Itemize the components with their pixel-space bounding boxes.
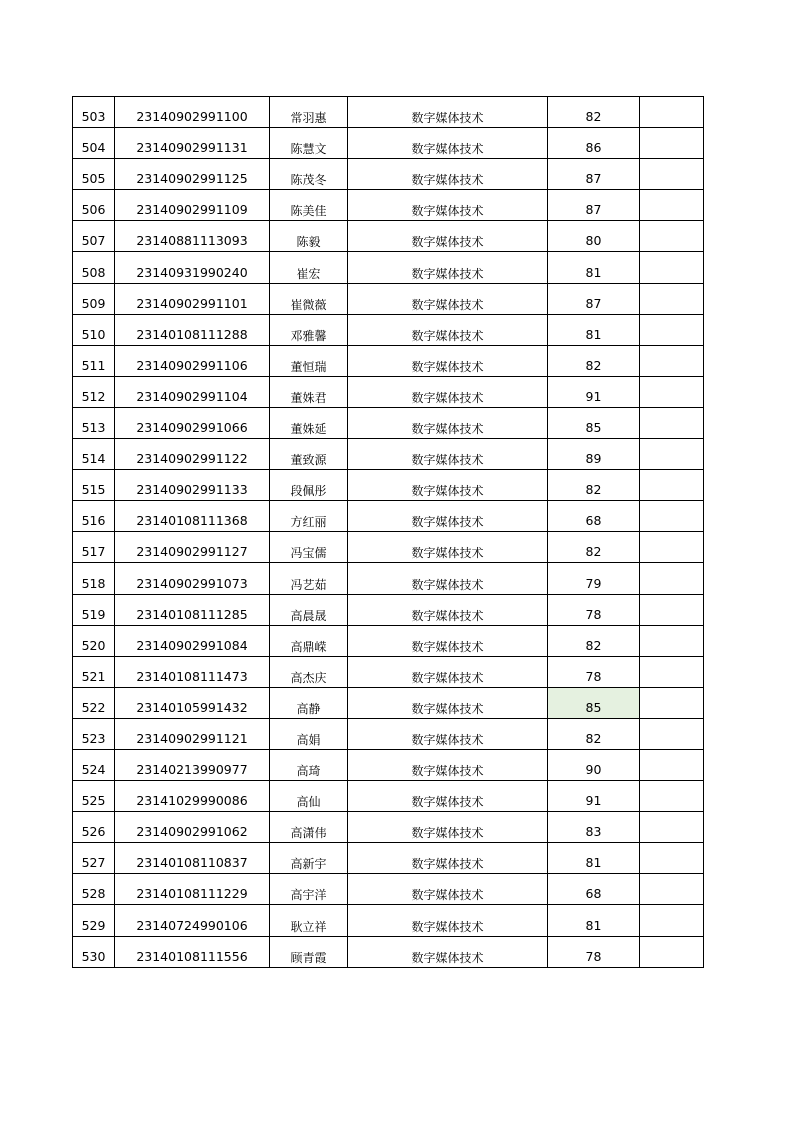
cell-major: 数字媒体技术 bbox=[348, 97, 548, 128]
cell-student-name: 常羽惠 bbox=[270, 97, 348, 128]
cell-major: 数字媒体技术 bbox=[348, 687, 548, 718]
cell-score: 82 bbox=[548, 718, 640, 749]
cell-exam-id: 23140902991131 bbox=[115, 128, 270, 159]
cell-major: 数字媒体技术 bbox=[348, 407, 548, 438]
cell-score: 82 bbox=[548, 470, 640, 501]
cell-note bbox=[640, 874, 704, 905]
table-row bbox=[73, 625, 704, 656]
cell-score: 87 bbox=[548, 159, 640, 190]
cell-student-name: 高宇洋 bbox=[270, 874, 348, 905]
cell-student-name: 顾青霞 bbox=[270, 936, 348, 967]
cell-score: 87 bbox=[548, 190, 640, 221]
cell-exam-id: 23140902991122 bbox=[115, 439, 270, 470]
cell-exam-id: 23140902991073 bbox=[115, 563, 270, 594]
cell-seq-no: 516 bbox=[73, 501, 115, 532]
cell-student-name: 耿立祥 bbox=[270, 905, 348, 936]
cell-major: 数字媒体技术 bbox=[348, 128, 548, 159]
table-row bbox=[73, 97, 704, 128]
cell-note bbox=[640, 936, 704, 967]
cell-major: 数字媒体技术 bbox=[348, 501, 548, 532]
cell-major: 数字媒体技术 bbox=[348, 656, 548, 687]
cell-seq-no: 513 bbox=[73, 407, 115, 438]
cell-exam-id: 23140902991062 bbox=[115, 812, 270, 843]
cell-seq-no: 505 bbox=[73, 159, 115, 190]
cell-student-name: 冯宝儒 bbox=[270, 532, 348, 563]
cell-major: 数字媒体技术 bbox=[348, 718, 548, 749]
cell-student-name: 陈慧文 bbox=[270, 128, 348, 159]
cell-score: 78 bbox=[548, 656, 640, 687]
cell-note bbox=[640, 407, 704, 438]
cell-seq-no: 510 bbox=[73, 314, 115, 345]
cell-note bbox=[640, 812, 704, 843]
cell-seq-no: 529 bbox=[73, 905, 115, 936]
cell-major: 数字媒体技术 bbox=[348, 159, 548, 190]
cell-seq-no: 524 bbox=[73, 749, 115, 780]
cell-seq-no: 515 bbox=[73, 470, 115, 501]
cell-student-name: 高新宇 bbox=[270, 843, 348, 874]
cell-student-name: 高潇伟 bbox=[270, 812, 348, 843]
cell-note bbox=[640, 749, 704, 780]
cell-seq-no: 525 bbox=[73, 781, 115, 812]
cell-note bbox=[640, 718, 704, 749]
cell-major: 数字媒体技术 bbox=[348, 532, 548, 563]
table-row bbox=[73, 843, 704, 874]
cell-major: 数字媒体技术 bbox=[348, 283, 548, 314]
cell-score: 82 bbox=[548, 97, 640, 128]
table-row bbox=[73, 345, 704, 376]
cell-exam-id: 23140108111285 bbox=[115, 594, 270, 625]
cell-exam-id: 23140108111368 bbox=[115, 501, 270, 532]
cell-exam-id: 23140931990240 bbox=[115, 252, 270, 283]
cell-seq-no: 520 bbox=[73, 625, 115, 656]
cell-major: 数字媒体技术 bbox=[348, 376, 548, 407]
cell-student-name: 高娟 bbox=[270, 718, 348, 749]
table-row bbox=[73, 283, 704, 314]
cell-major: 数字媒体技术 bbox=[348, 905, 548, 936]
cell-exam-id: 23140881113093 bbox=[115, 221, 270, 252]
table-row bbox=[73, 781, 704, 812]
cell-major: 数字媒体技术 bbox=[348, 345, 548, 376]
cell-note bbox=[640, 128, 704, 159]
cell-exam-id: 23140902991100 bbox=[115, 97, 270, 128]
table-row bbox=[73, 936, 704, 967]
cell-major: 数字媒体技术 bbox=[348, 314, 548, 345]
cell-seq-no: 526 bbox=[73, 812, 115, 843]
cell-score: 85 bbox=[548, 687, 640, 718]
cell-note bbox=[640, 345, 704, 376]
cell-note bbox=[640, 470, 704, 501]
cell-major: 数字媒体技术 bbox=[348, 221, 548, 252]
cell-note bbox=[640, 656, 704, 687]
cell-student-name: 陈美佳 bbox=[270, 190, 348, 221]
table-row bbox=[73, 407, 704, 438]
cell-score: 79 bbox=[548, 563, 640, 594]
cell-exam-id: 23141029990086 bbox=[115, 781, 270, 812]
table-row bbox=[73, 532, 704, 563]
cell-major: 数字媒体技术 bbox=[348, 594, 548, 625]
cell-score: 78 bbox=[548, 936, 640, 967]
table-row bbox=[73, 874, 704, 905]
table-row bbox=[73, 718, 704, 749]
cell-seq-no: 518 bbox=[73, 563, 115, 594]
cell-note bbox=[640, 283, 704, 314]
cell-student-name: 崔宏 bbox=[270, 252, 348, 283]
cell-score: 68 bbox=[548, 501, 640, 532]
cell-score: 85 bbox=[548, 407, 640, 438]
table-row bbox=[73, 159, 704, 190]
cell-exam-id: 23140902991106 bbox=[115, 345, 270, 376]
cell-seq-no: 528 bbox=[73, 874, 115, 905]
table-row bbox=[73, 376, 704, 407]
cell-score: 82 bbox=[548, 532, 640, 563]
cell-score: 80 bbox=[548, 221, 640, 252]
score-table bbox=[72, 96, 704, 968]
table-row bbox=[73, 905, 704, 936]
cell-score: 90 bbox=[548, 749, 640, 780]
cell-student-name: 董姝延 bbox=[270, 407, 348, 438]
cell-score: 87 bbox=[548, 283, 640, 314]
table-row bbox=[73, 563, 704, 594]
table-row bbox=[73, 314, 704, 345]
table-row bbox=[73, 749, 704, 780]
cell-seq-no: 507 bbox=[73, 221, 115, 252]
cell-note bbox=[640, 594, 704, 625]
cell-seq-no: 530 bbox=[73, 936, 115, 967]
cell-major: 数字媒体技术 bbox=[348, 190, 548, 221]
cell-note bbox=[640, 625, 704, 656]
cell-note bbox=[640, 439, 704, 470]
cell-exam-id: 23140213990977 bbox=[115, 749, 270, 780]
cell-exam-id: 23140108110837 bbox=[115, 843, 270, 874]
table-row bbox=[73, 687, 704, 718]
table-row bbox=[73, 190, 704, 221]
cell-student-name: 高晨晟 bbox=[270, 594, 348, 625]
cell-exam-id: 23140108111473 bbox=[115, 656, 270, 687]
cell-seq-no: 512 bbox=[73, 376, 115, 407]
cell-student-name: 邓雅馨 bbox=[270, 314, 348, 345]
table-row bbox=[73, 656, 704, 687]
cell-seq-no: 527 bbox=[73, 843, 115, 874]
table-row bbox=[73, 439, 704, 470]
cell-major: 数字媒体技术 bbox=[348, 625, 548, 656]
cell-exam-id: 23140902991127 bbox=[115, 532, 270, 563]
cell-exam-id: 23140108111288 bbox=[115, 314, 270, 345]
cell-seq-no: 511 bbox=[73, 345, 115, 376]
cell-student-name: 董致源 bbox=[270, 439, 348, 470]
cell-exam-id: 23140724990106 bbox=[115, 905, 270, 936]
cell-note bbox=[640, 687, 704, 718]
cell-exam-id: 23140902991133 bbox=[115, 470, 270, 501]
cell-major: 数字媒体技术 bbox=[348, 936, 548, 967]
cell-major: 数字媒体技术 bbox=[348, 812, 548, 843]
cell-major: 数字媒体技术 bbox=[348, 749, 548, 780]
cell-seq-no: 522 bbox=[73, 687, 115, 718]
cell-major: 数字媒体技术 bbox=[348, 843, 548, 874]
cell-student-name: 高仙 bbox=[270, 781, 348, 812]
cell-student-name: 高鼎嵘 bbox=[270, 625, 348, 656]
cell-note bbox=[640, 190, 704, 221]
cell-score: 89 bbox=[548, 439, 640, 470]
cell-major: 数字媒体技术 bbox=[348, 252, 548, 283]
cell-score: 68 bbox=[548, 874, 640, 905]
cell-seq-no: 521 bbox=[73, 656, 115, 687]
cell-student-name: 冯艺茹 bbox=[270, 563, 348, 594]
table-row bbox=[73, 221, 704, 252]
cell-student-name: 陈茂冬 bbox=[270, 159, 348, 190]
cell-exam-id: 23140902991121 bbox=[115, 718, 270, 749]
table-row bbox=[73, 470, 704, 501]
cell-note bbox=[640, 532, 704, 563]
cell-score: 81 bbox=[548, 314, 640, 345]
cell-exam-id: 23140105991432 bbox=[115, 687, 270, 718]
cell-note bbox=[640, 314, 704, 345]
cell-exam-id: 23140902991125 bbox=[115, 159, 270, 190]
cell-seq-no: 509 bbox=[73, 283, 115, 314]
cell-student-name: 崔微薇 bbox=[270, 283, 348, 314]
cell-score: 81 bbox=[548, 905, 640, 936]
cell-score: 91 bbox=[548, 376, 640, 407]
cell-student-name: 段佩彤 bbox=[270, 470, 348, 501]
cell-seq-no: 519 bbox=[73, 594, 115, 625]
cell-score: 91 bbox=[548, 781, 640, 812]
cell-student-name: 陈毅 bbox=[270, 221, 348, 252]
cell-seq-no: 508 bbox=[73, 252, 115, 283]
cell-major: 数字媒体技术 bbox=[348, 563, 548, 594]
cell-student-name: 高杰庆 bbox=[270, 656, 348, 687]
score-table-body bbox=[73, 97, 704, 968]
cell-score: 81 bbox=[548, 843, 640, 874]
cell-seq-no: 504 bbox=[73, 128, 115, 159]
cell-score: 86 bbox=[548, 128, 640, 159]
cell-note bbox=[640, 252, 704, 283]
cell-exam-id: 23140902991109 bbox=[115, 190, 270, 221]
cell-note bbox=[640, 159, 704, 190]
cell-major: 数字媒体技术 bbox=[348, 470, 548, 501]
cell-exam-id: 23140902991066 bbox=[115, 407, 270, 438]
cell-seq-no: 506 bbox=[73, 190, 115, 221]
cell-exam-id: 23140902991104 bbox=[115, 376, 270, 407]
cell-seq-no: 523 bbox=[73, 718, 115, 749]
cell-note bbox=[640, 843, 704, 874]
cell-note bbox=[640, 221, 704, 252]
table-row bbox=[73, 812, 704, 843]
table-row bbox=[73, 252, 704, 283]
cell-score: 82 bbox=[548, 345, 640, 376]
cell-exam-id: 23140902991101 bbox=[115, 283, 270, 314]
cell-student-name: 董姝君 bbox=[270, 376, 348, 407]
cell-seq-no: 503 bbox=[73, 97, 115, 128]
table-row bbox=[73, 128, 704, 159]
cell-student-name: 高静 bbox=[270, 687, 348, 718]
cell-major: 数字媒体技术 bbox=[348, 439, 548, 470]
cell-seq-no: 517 bbox=[73, 532, 115, 563]
table-row bbox=[73, 594, 704, 625]
cell-exam-id: 23140108111556 bbox=[115, 936, 270, 967]
cell-note bbox=[640, 97, 704, 128]
cell-score: 83 bbox=[548, 812, 640, 843]
cell-note bbox=[640, 376, 704, 407]
cell-note bbox=[640, 781, 704, 812]
cell-note bbox=[640, 501, 704, 532]
cell-note bbox=[640, 563, 704, 594]
table-row bbox=[73, 501, 704, 532]
cell-major: 数字媒体技术 bbox=[348, 781, 548, 812]
cell-exam-id: 23140108111229 bbox=[115, 874, 270, 905]
cell-note bbox=[640, 905, 704, 936]
cell-score: 82 bbox=[548, 625, 640, 656]
cell-student-name: 方红丽 bbox=[270, 501, 348, 532]
cell-major: 数字媒体技术 bbox=[348, 874, 548, 905]
cell-student-name: 高琦 bbox=[270, 749, 348, 780]
cell-score: 78 bbox=[548, 594, 640, 625]
cell-student-name: 董恒瑞 bbox=[270, 345, 348, 376]
cell-exam-id: 23140902991084 bbox=[115, 625, 270, 656]
cell-seq-no: 514 bbox=[73, 439, 115, 470]
cell-score: 81 bbox=[548, 252, 640, 283]
